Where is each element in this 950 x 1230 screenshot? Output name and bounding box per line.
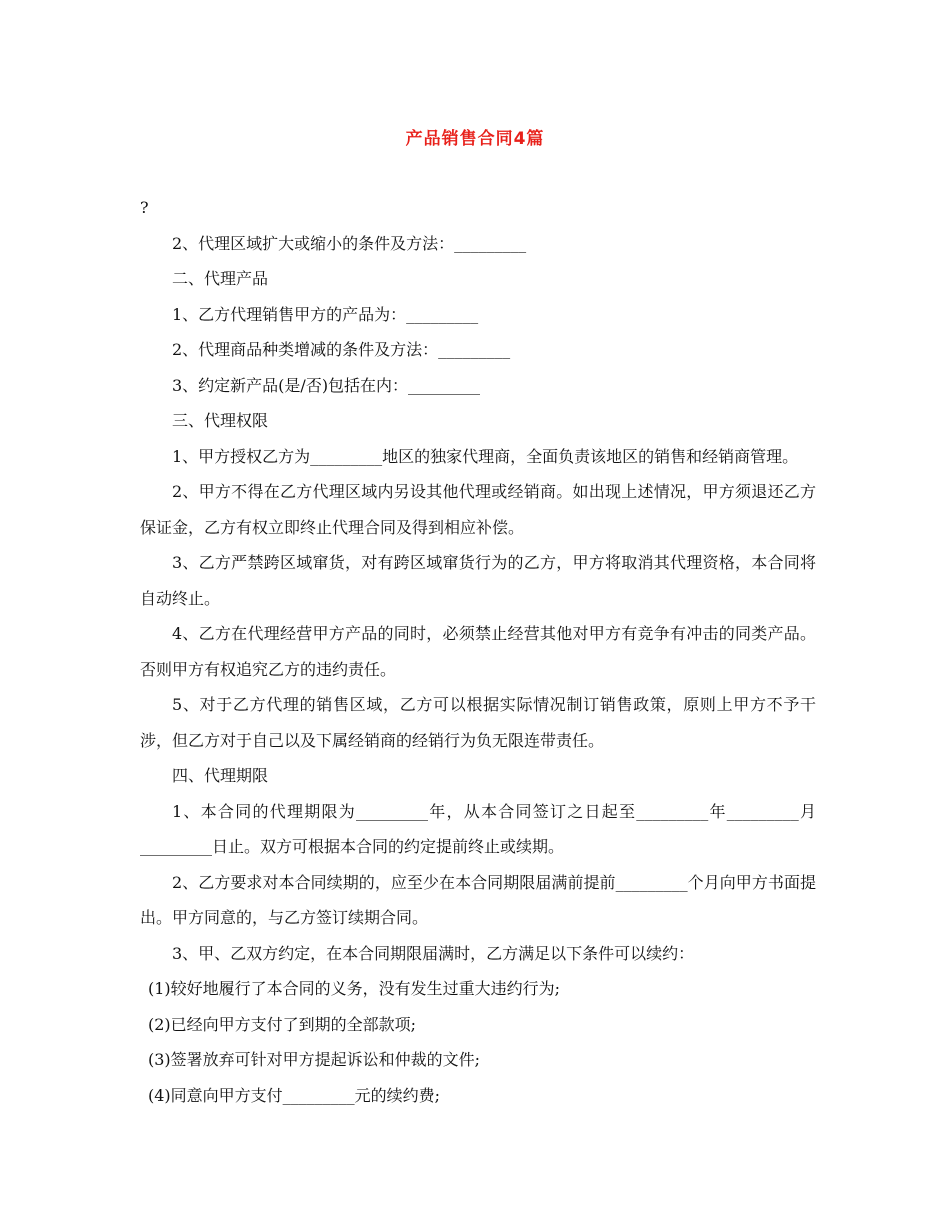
list-item-1: (1)较好地履行了本合同的义务，没有发生过重大违约行为;: [148, 979, 561, 998]
document-title: 产品销售合同4篇: [405, 129, 545, 149]
paragraph-14: 2、乙方要求对本合同续期的，应至少在本合同期限届满前提前_________个月向甲方书面提出。甲方同意的，与乙方签订续期合同。: [140, 872, 816, 927]
paragraph-4: 2、代理商品种类增减的条件及方法：_________: [172, 340, 511, 359]
paragraph-3: 1、乙方代理销售甲方的产品为：_________: [172, 304, 479, 324]
paragraph-10: 4、乙方在代理经营甲方产品的同时，必须禁止经营其他对甲方有竞争有冲击的同类产品。否则甲方有权追究乙方的违约责任。: [140, 624, 816, 679]
paragraph-13: 1、本合同的代理期限为_________年，从本合同签订之日起至_________年_________月_________日止。双方可根据本合同的约定提前终止或续期。: [140, 801, 816, 856]
list-item-2: (2)已经向甲方支付了到期的全部款项;: [148, 1014, 417, 1034]
paragraph-0: ?: [140, 198, 149, 217]
list-item-4: (4)同意向甲方支付_________元的续约费;: [148, 1085, 441, 1105]
paragraph-15: 3、甲、乙双方约定，在本合同期限届满时，乙方满足以下条件可以续约：: [172, 943, 695, 963]
section-heading-4: 四、代理期限: [172, 766, 269, 785]
paragraph-8: 2、甲方不得在乙方代理区域内另设其他代理或经销商。如出现上述情况，甲方须退还乙方保证金，乙方有权立即终止代理合同及得到相应补偿。: [140, 482, 816, 537]
paragraph-7: 1、甲方授权乙方为_________地区的独家代理商，全面负责该地区的销售和经销商管理。: [172, 446, 799, 466]
list-item-3: (3)签署放弃可针对甲方提起诉讼和仲裁的文件;: [148, 1050, 481, 1069]
paragraph-9: 3、乙方严禁跨区域窜货，对有跨区域窜货行为的乙方，甲方将取消其代理资格，本合同将自动终止。: [140, 553, 816, 608]
document-body: [140, 190, 816, 1113]
section-heading-3: 三、代理权限: [172, 411, 269, 430]
paragraph-11: 5、对于乙方代理的销售区域，乙方可以根据实际情况制订销售政策，原则上甲方不予干涉，但乙方对于自己以及下属经销商的经销行为负无限连带责任。: [140, 695, 816, 750]
paragraph-5: 3、约定新产品(是/否)包括在内：_________: [172, 375, 481, 395]
paragraph-1: 2、代理区域扩大或缩小的条件及方法：_________: [172, 233, 527, 253]
section-heading-2: 二、代理产品: [172, 269, 269, 288]
